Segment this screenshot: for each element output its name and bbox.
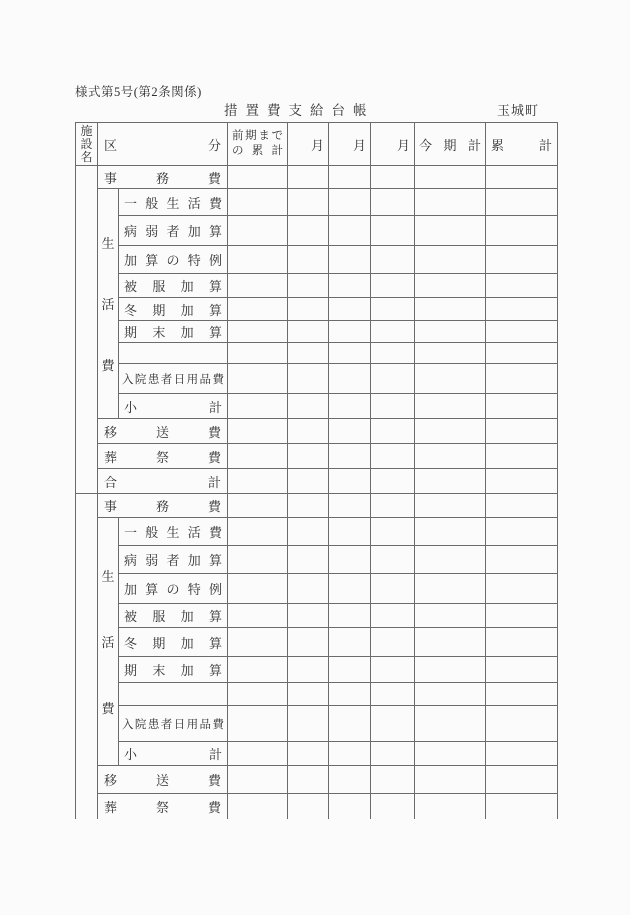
row-transfer-expenses [76,419,558,444]
value-cell [228,657,288,683]
value-cell [288,706,329,742]
value-cell [371,246,415,274]
current-period-total-header: 今 期 計 [415,123,486,166]
value-cell [329,216,371,246]
row-winter-addition [76,298,558,321]
value-cell [415,166,486,189]
value-cell [288,628,329,657]
value-cell [329,766,371,794]
value-cell [371,166,415,189]
value-cell [486,657,558,683]
value-cell [371,706,415,742]
value-cell [486,628,558,657]
value-cell [415,343,486,364]
row-addition-special [76,246,558,274]
value-cell [371,444,415,469]
value-cell [415,189,486,216]
value-cell [288,364,329,394]
value-cell [371,419,415,444]
value-cell [415,394,486,419]
value-cell [486,604,558,628]
value-cell [371,298,415,321]
month-column-header-1: 月 [288,123,329,166]
value-cell [329,321,371,343]
value-cell [288,274,329,298]
row-office-expenses [76,166,558,189]
value-cell [288,657,329,683]
row-clothing-addition [76,604,558,628]
row-grand-total [76,469,558,494]
value-cell [329,246,371,274]
value-cell [486,574,558,604]
municipality-name: 玉城町 [497,103,540,118]
form-number: 様式第5号(第2条関係) [75,85,202,99]
value-cell [288,794,329,819]
term-end-addition-label: 期 末 加 算 [119,321,228,343]
office-expenses-label: 事 務 費 [98,166,228,189]
value-cell [329,469,371,494]
value-cell [371,274,415,298]
value-cell [329,166,371,189]
living-expenses-group-label: 生 活 費 [98,189,119,419]
value-cell [288,518,329,546]
value-cell [329,574,371,604]
clothing-addition-label: 被 服 加 算 [119,604,228,628]
winter-addition-label: 冬 期 加 算 [119,628,228,657]
month-column-header-3: 月 [371,123,415,166]
value-cell [228,321,288,343]
value-cell [415,494,486,518]
value-cell [371,604,415,628]
value-cell [415,364,486,394]
value-cell [329,298,371,321]
value-cell [486,364,558,394]
facility-name-header: 施 設 名 [76,123,98,166]
value-cell [288,216,329,246]
value-cell [371,216,415,246]
value-cell [486,469,558,494]
value-cell [228,419,288,444]
value-cell [288,166,329,189]
value-cell [329,706,371,742]
value-cell [415,794,486,819]
value-cell [371,394,415,419]
value-cell [228,574,288,604]
value-cell [288,683,329,706]
value-cell [486,683,558,706]
value-cell [486,394,558,419]
row-term-end-addition [76,657,558,683]
value-cell [329,444,371,469]
row-hospital-daily-items [76,706,558,742]
value-cell [415,604,486,628]
facility-name-cell [76,494,98,819]
value-cell [371,683,415,706]
value-cell [415,444,486,469]
blank-label [119,343,228,364]
winter-addition-label: 冬 期 加 算 [119,298,228,321]
subtotal-label: 小 計 [119,742,228,766]
row-subtotal [76,742,558,766]
value-cell [415,546,486,574]
infirm-addition-label: 病 弱 者 加 算 [119,546,228,574]
value-cell [288,419,329,444]
row-general-living [76,518,558,546]
value-cell [288,546,329,574]
value-cell [371,364,415,394]
value-cell [486,298,558,321]
value-cell [228,494,288,518]
value-cell [329,343,371,364]
value-cell [415,706,486,742]
value-cell [415,683,486,706]
value-cell [415,321,486,343]
category-header: 区 分 [98,123,228,166]
value-cell [228,742,288,766]
value-cell [486,766,558,794]
grand-total-label: 合 計 [98,469,228,494]
prev-cumulative-header: 前 期 ま で の 累 計 [228,123,288,166]
value-cell [486,494,558,518]
value-cell [228,343,288,364]
value-cell [415,742,486,766]
value-cell [228,683,288,706]
general-living-label: 一 般 生 活 費 [119,189,228,216]
value-cell [371,742,415,766]
value-cell [288,469,329,494]
value-cell [415,518,486,546]
clothing-addition-label: 被 服 加 算 [119,274,228,298]
value-cell [329,546,371,574]
value-cell [288,394,329,419]
row-funeral-expenses [76,444,558,469]
value-cell [228,274,288,298]
value-cell [329,683,371,706]
value-cell [415,419,486,444]
value-cell [288,189,329,216]
value-cell [486,321,558,343]
value-cell [329,518,371,546]
value-cell [371,321,415,343]
value-cell [415,766,486,794]
funeral-expenses-label: 葬 祭 費 [98,794,228,819]
value-cell [371,657,415,683]
value-cell [228,444,288,469]
value-cell [415,469,486,494]
addition-special-label: 加 算 の 特 例 [119,574,228,604]
value-cell [486,189,558,216]
value-cell [288,604,329,628]
row-term-end-addition [76,321,558,343]
value-cell [228,364,288,394]
value-cell [486,518,558,546]
value-cell [371,574,415,604]
header-row [76,123,558,166]
value-cell [486,343,558,364]
value-cell [415,216,486,246]
value-cell [228,706,288,742]
value-cell [288,766,329,794]
row-hospital-daily-items [76,364,558,394]
value-cell [329,657,371,683]
row-addition-special [76,574,558,604]
value-cell [371,628,415,657]
value-cell [371,469,415,494]
value-cell [329,794,371,819]
row-infirm-addition [76,216,558,246]
value-cell [486,546,558,574]
value-cell [329,494,371,518]
value-cell [329,742,371,766]
value-cell [371,518,415,546]
row-funeral-expenses [76,794,558,819]
value-cell [371,494,415,518]
row-blank [76,343,558,364]
value-cell [288,246,329,274]
value-cell [486,274,558,298]
value-cell [288,321,329,343]
value-cell [288,298,329,321]
value-cell [228,166,288,189]
hospital-daily-items-label: 入 院 患 者 日 用 品 費 [119,364,228,394]
office-expenses-label: 事 務 費 [98,494,228,518]
facility-name-cell [76,166,98,494]
general-living-label: 一 般 生 活 費 [119,518,228,546]
subtotal-label: 小 計 [119,394,228,419]
value-cell [486,216,558,246]
value-cell [329,604,371,628]
row-infirm-addition [76,546,558,574]
value-cell [228,794,288,819]
row-general-living [76,189,558,216]
value-cell [415,246,486,274]
value-cell [228,628,288,657]
value-cell [228,469,288,494]
value-cell [228,766,288,794]
row-clothing-addition [76,274,558,298]
value-cell [329,189,371,216]
value-cell [329,419,371,444]
value-cell [228,394,288,419]
month-column-header-2: 月 [329,123,371,166]
value-cell [486,419,558,444]
value-cell [486,246,558,274]
value-cell [228,518,288,546]
transfer-expenses-label: 移 送 費 [98,766,228,794]
row-transfer-expenses [76,766,558,794]
value-cell [371,189,415,216]
value-cell [228,246,288,274]
value-cell [486,166,558,189]
value-cell [288,494,329,518]
value-cell [371,546,415,574]
value-cell [329,394,371,419]
value-cell [415,574,486,604]
value-cell [415,628,486,657]
value-cell [415,298,486,321]
value-cell [371,343,415,364]
row-winter-addition [76,628,558,657]
value-cell [228,604,288,628]
ledger-table [75,122,558,819]
value-cell [371,766,415,794]
value-cell [228,189,288,216]
value-cell [228,298,288,321]
row-office-expenses [76,494,558,518]
transfer-expenses-label: 移 送 費 [98,419,228,444]
living-expenses-group-label: 生 活 費 [98,518,119,766]
value-cell [329,628,371,657]
value-cell [288,343,329,364]
row-blank [76,683,558,706]
term-end-addition-label: 期 末 加 算 [119,657,228,683]
blank-label [119,683,228,706]
addition-special-label: 加 算 の 特 例 [119,246,228,274]
page-title: 措置費支給台帳 [224,103,375,118]
value-cell [329,364,371,394]
value-cell [288,444,329,469]
value-cell [486,444,558,469]
value-cell [486,706,558,742]
cumulative-total-header: 累 計 [486,123,558,166]
value-cell [415,274,486,298]
value-cell [415,657,486,683]
hospital-daily-items-label: 入 院 患 者 日 用 品 費 [119,706,228,742]
value-cell [228,216,288,246]
infirm-addition-label: 病 弱 者 加 算 [119,216,228,246]
funeral-expenses-label: 葬 祭 費 [98,444,228,469]
value-cell [486,794,558,819]
value-cell [371,794,415,819]
row-subtotal [76,394,558,419]
value-cell [486,742,558,766]
value-cell [288,742,329,766]
value-cell [288,574,329,604]
value-cell [228,546,288,574]
value-cell [329,274,371,298]
